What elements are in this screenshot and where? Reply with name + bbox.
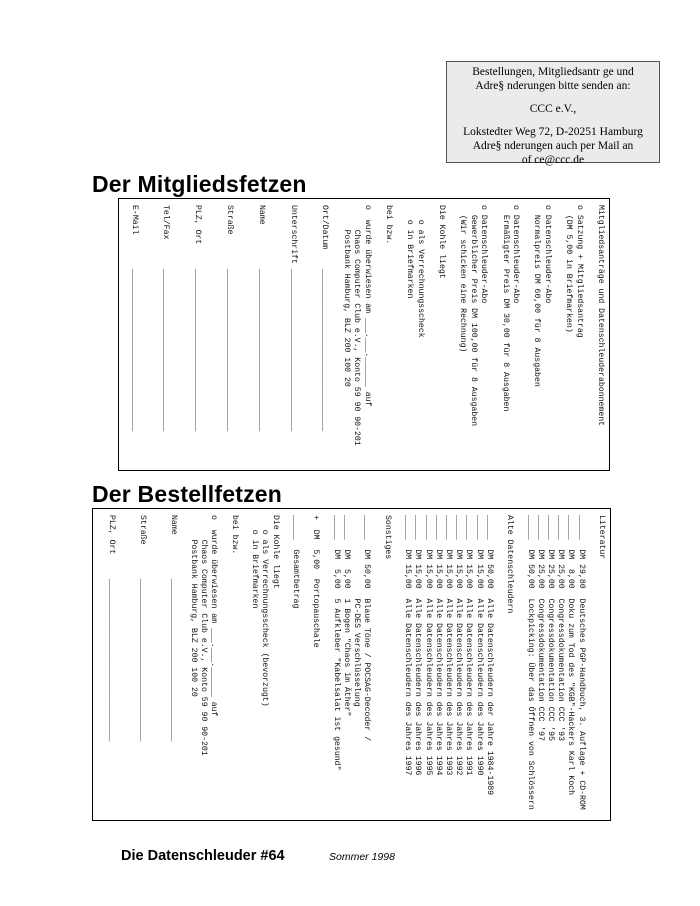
bestell-line: + DM 5,00 Portopauschale (311, 515, 321, 648)
order-form-text (95, 515, 606, 818)
address-box (446, 61, 660, 166)
mitglieds-line: o Datenschleuder-Abo (511, 205, 521, 304)
mitglieds-line: Unterschrift _________________________________ (288, 205, 298, 432)
mitglieds-line: o in Briefmarken (405, 205, 415, 299)
bestell-line: _____ DM 29,80 Deutsches PGP-Handbuch, 3. Auflage + CD-ROM (576, 515, 586, 810)
bestell-line: Die Kohle liegt (270, 515, 280, 589)
bestell-line: _____ DM 15,00 Alle Datenschleudern des Jahres 1995 (423, 515, 433, 776)
mitglieds-line: Die Kohle liegt (437, 205, 446, 279)
bestell-line: _____ DM 25,00 Congressdokumentation CCC '95 (546, 515, 555, 742)
mitglieds-line: Straße _________________________________ (225, 205, 234, 432)
bestell-line: PLZ, Ort _________________________________ (107, 515, 117, 742)
mitglieds-line: Mitgliedsanträge und Datenschleuderabonnement (596, 205, 605, 427)
bestell-line: PC-DES Verschlüsselung (352, 515, 362, 707)
mitglieds-line: Ermäßigter Preis DM 30,00 für 8 Ausgaben (500, 205, 510, 412)
mitglieds-line: Normalpreis DM 60,00 für 8 Ausgaben (532, 205, 542, 387)
bestell-line: o in Briefmarken (250, 515, 260, 609)
address-line-4: Lokstedter Weg 72, D-20251 Hamburg (463, 126, 643, 138)
mitglieds-line: Tel/Fax _________________________________ (161, 205, 171, 432)
bestell-line: Literatur (597, 515, 606, 560)
mitglieds-line: Chaos Computer Club e.V., Konto 59 90 90-201 (352, 205, 362, 446)
bestell-line: _____ DM 5,00 5 Aufkleber "Kabelsalat ist gesund" (331, 515, 341, 771)
mitglieds-line: o als Verrechnungsscheck (415, 205, 425, 338)
bestell-line: _____ DM 15,00 Alle Datenschleudern des Jahres 1990 (474, 515, 484, 776)
bestell-line: Sonstiges (382, 515, 392, 560)
membership-form (118, 198, 610, 471)
mitglieds-line: PLZ, Ort _________________________________ (193, 205, 203, 432)
footer-date: Sommer 1998 (329, 851, 395, 863)
bestell-line: bei bzw. (229, 515, 239, 555)
address-line-5: Adre§ nderungen auch per Mail an (472, 140, 634, 152)
address-line-1: Bestellungen, Mitgliedsantr ge und (472, 66, 634, 78)
mitglieds-line: Postbank Hamburg, BLZ 200 100 20 (341, 205, 351, 387)
bestell-heading: Der Bestellfetzen (92, 481, 283, 507)
membership-form-text (121, 205, 605, 468)
mitglieds-line: Gewerblicher Preis DM 100,00 für 8 Ausgaben (468, 205, 478, 427)
bestell-line: Chaos Computer Club e.V., Konto 59 90 90-201 (199, 515, 209, 756)
bestell-line: Postbank Hamburg, BLZ 200 100 20 (189, 515, 198, 697)
bestell-line: _____ DM 15,00 Alle Datenschleudern des Jahres 1993 (444, 515, 453, 776)
bestell-line: _____ DM 50,00 Blaue Töne / POCSAG-Decoder / (362, 515, 372, 742)
bestell-line: _____ DM 25,00 Congressdokumentation CCC '93 (556, 515, 566, 742)
bestell-line: Alte Datenschleudern (505, 515, 515, 614)
mitglieds-line: (DM 5,00 in Briefmarken) (564, 205, 574, 333)
mitglieds-line: Name _________________________________ (256, 205, 266, 432)
bestell-line: o wurde überwiesen am ___.___.______ auf (209, 515, 219, 717)
bestell-line: Name _________________________________ (168, 515, 178, 742)
address-line-6: of ce@ccc.de (521, 154, 585, 166)
address-line-3: CCC e.V., (529, 103, 577, 115)
bestell-line: _____ DM 15,00 Alle Datenschleudern des Jahres 1991 (464, 515, 474, 776)
bestell-line: _____ DM 15,00 Alle Datenschleudern des Jahres 1996 (413, 515, 423, 776)
mitglieds-line: Ort/Datum _________________________________ (320, 205, 330, 432)
bestell-line: _____ DM 15,00 Alle Datenschleudern des Jahres 1994 (433, 515, 443, 776)
mitglieds-heading: Der Mitgliedsfetzen (92, 171, 307, 197)
mitglieds-line: bei bzw. (384, 205, 393, 245)
address-line-2: Adre§ nderungen bitte senden an: (475, 80, 631, 92)
mitglieds-line: o Datenschleuder-Abo (543, 205, 552, 304)
mitglieds-line: o wurde überwiesen am ___.___.______ auf (362, 205, 372, 407)
bestell-line: _____ DM 5,00 1 Bogen "Chaos im Äther" (342, 515, 351, 717)
order-form (92, 508, 611, 821)
bestell-line: _____ DM 50,00 Lockpicking: Über das Öffnen von Schlössern (525, 515, 535, 810)
bestell-line: _____ DM 15,00 Alle Datenschleudern des Jahres 1997 (403, 515, 413, 776)
mitglieds-line: o Datenschleuder-Abo (479, 205, 489, 304)
footer-title: Die Datenschleuder #64 (121, 848, 285, 864)
bestell-line: _____ DM 15,00 Alle Datenschleudern des Jahres 1992 (454, 515, 464, 776)
mitglieds-line: o Satzung + Mitgliedsantrag (574, 205, 584, 338)
mitglieds-line: E-Mail _________________________________ (129, 205, 139, 432)
bestell-line: _____ Gesamtbetrag (291, 515, 300, 609)
bestell-line: Straße _________________________________ (138, 515, 147, 742)
bestell-line: _____ DM 25,00 Congressdokumentation CCC '97 (535, 515, 545, 742)
bestell-line: _____ DM 8,00 Doku zum Tod des "KGB"-Hackers Karl Koch (566, 515, 576, 796)
bestell-line: o als Verrechnungsscheck (bevorzugt) (260, 515, 270, 707)
bestell-line: _____ DM 50,00 Alle Datenschleudern der Jahre 1984-1989 (484, 515, 494, 796)
mitglieds-line: (Wir schicken eine Rechnung) (458, 205, 468, 353)
